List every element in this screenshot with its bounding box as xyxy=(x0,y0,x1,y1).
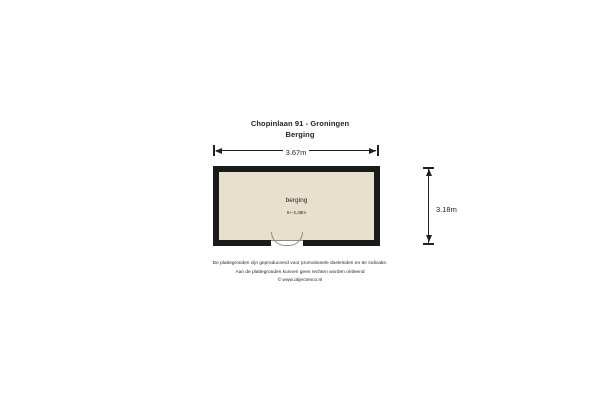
disclaimer-line-2: Aan de plattegronden kunnen geen rechten worden ontleend xyxy=(235,269,365,275)
room-area: 5+-2,38m xyxy=(286,210,307,215)
dimension-height-label: 3.18m xyxy=(436,205,457,214)
disclaimer-footer xyxy=(0,260,600,286)
title-floor: Berging xyxy=(285,130,315,139)
room-walls xyxy=(213,166,380,246)
copyright-line: © www.objectenco.nl xyxy=(277,278,323,283)
disclaimer-line-1: De plattegronden zijn geproduceerd voor promotionele doeleinden en ter indicatie. xyxy=(212,261,388,266)
room-label-group xyxy=(219,196,374,218)
dimension-height-arrow-top-icon xyxy=(426,169,432,176)
room-floor-berging xyxy=(219,172,374,240)
dimension-width-label: 3.67m xyxy=(283,148,310,157)
title-address: Chopinlaan 91 - Groningen xyxy=(250,119,350,128)
dimension-width-label-wrap xyxy=(212,142,380,160)
dimension-height-arrow-bottom-icon xyxy=(426,235,432,242)
dimension-height-cap-bottom xyxy=(423,243,434,245)
door-leaf-icon xyxy=(271,240,303,241)
dimension-width xyxy=(212,142,380,160)
room-name: berging xyxy=(285,197,308,204)
page-title xyxy=(0,118,600,140)
dimension-height xyxy=(420,166,457,246)
dimension-height-line xyxy=(428,169,429,243)
dimension-height-label-wrap xyxy=(436,199,457,217)
